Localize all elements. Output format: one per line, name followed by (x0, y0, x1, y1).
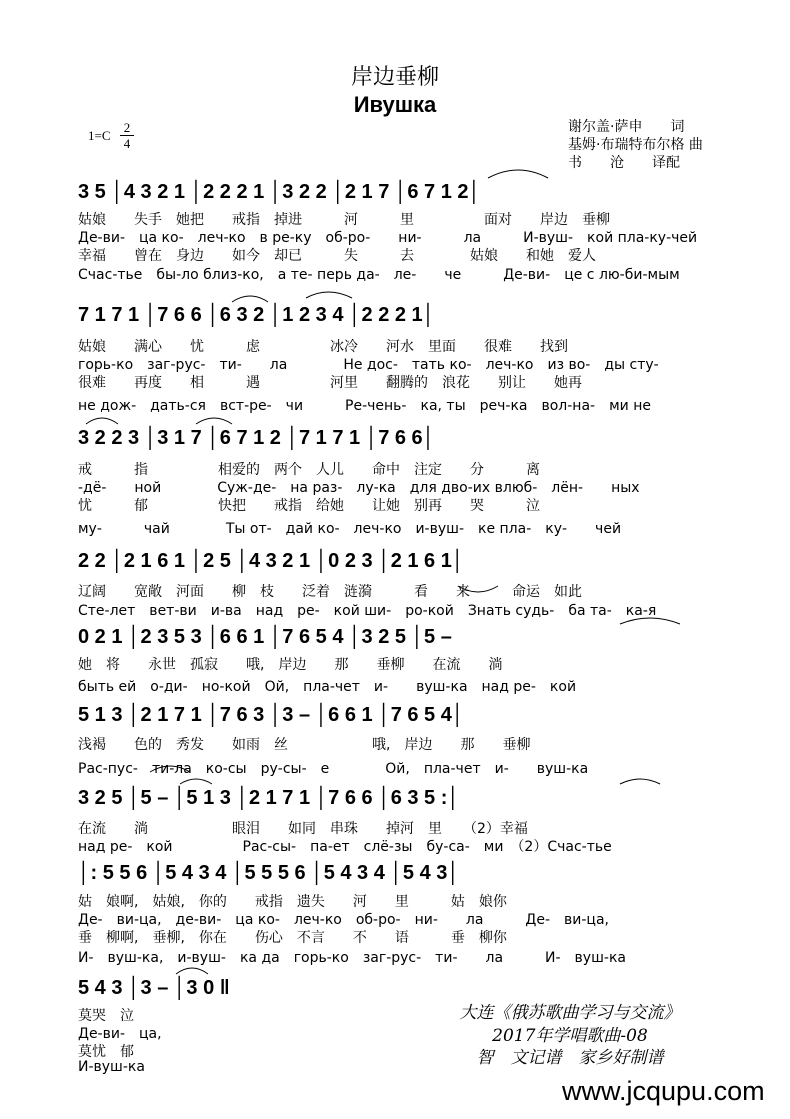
system-9-notes: 5 4 3 │3 – │3 0 ‖ (78, 977, 230, 999)
system-3-lyric-1: 戒 指 相爱的 两个 人儿 命中 注定 分 离 (78, 462, 540, 478)
meter-top: 2 (123, 120, 131, 135)
system-2-lyric-1: 姑娘 满心 忧 虑 冰冷 河水 里面 很难 找到 (78, 339, 568, 355)
footer-year: 2017年学唱歌曲-08 (492, 1026, 648, 1046)
system-8-notes: │: 5 5 6 │5 4 3 4 │5 5 5 6 │5 4 3 4 │5 4 3│ (78, 862, 460, 884)
slur (180, 779, 212, 784)
system-4-lyric-2: Сте-лет вет-ви и-ва над ре- кой ши- ро-кой Знать судь- ба та- ка-я (78, 603, 657, 619)
slur (620, 779, 660, 784)
title-chinese: 岸边垂柳 (350, 65, 439, 90)
credit-translator: 书 沧 译配 (568, 155, 680, 171)
system-9-lyric-1: 莫哭 泣 (78, 1008, 134, 1024)
system-2-notes: 7 1 7 1 │7 6 6 │6 3 2 │1 2 3 4 │2 2 2 1│ (78, 304, 436, 326)
credit-composer: 基姆·布瑞特布尔格 曲 (568, 137, 703, 153)
system-9-lyric-2: Де-ви- ца, (78, 1026, 162, 1042)
system-1-lyric-3: 幸福 曾在 身边 如今 却已 失 去 姑娘 和她 爱人 (78, 248, 596, 264)
system-5-lyric-1: 她 将 永世 孤寂 哦, 岸边 那 垂柳 在流 淌 (78, 657, 503, 673)
slur (150, 766, 190, 772)
slur (232, 296, 268, 302)
system-7-lyric-1: 在流 淌 眼泪 如同 串珠 掉河 里 （2）幸福 (78, 821, 528, 837)
system-5-notes: 0 2 1 │2 3 5 3 │6 6 1 │7 6 5 4 │3 2 5 │5 – (78, 626, 452, 648)
slur (176, 968, 208, 974)
system-8-lyric-1: 姑 娘啊, 姑娘, 你的 戒指 遗失 河 里 姑 娘你 (78, 894, 507, 910)
meter-bottom: 4 (120, 135, 134, 151)
system-6-lyric-1: 浅褐 色的 秀发 如雨 丝 哦, 岸边 那 垂柳 (78, 737, 531, 753)
system-2-lyric-3: 很难 再度 相 遇 河里 翻腾的 浪花 别让 她再 (78, 375, 582, 391)
credit-lyricist: 谢尔盖·萨申 词 (568, 119, 685, 135)
system-3-lyric-2: -дё- ной Суж-де- на раз- лу-ка для дво-их влюб- лён- ных (78, 480, 640, 496)
slur (458, 586, 498, 592)
system-6-lyric-2: Рас-пус- ти-ла ко-сы ру-сы- е Ой, пла-чет и- вуш-ка (78, 761, 589, 777)
slur (196, 418, 232, 424)
site-watermark: www.jcqupu.com (562, 1076, 765, 1106)
system-2-lyric-4: не дож- дать-ся вст-ре- чи Ре-чень- ка, ты реч-ка вол-на- ми не (78, 398, 651, 414)
slur (620, 618, 680, 624)
footer-source: 大连《俄苏歌曲学习与交流》 (459, 1003, 681, 1023)
system-5-lyric-2: быть ей о-ди- но-кой Ой, пла-чет и- вуш-ка над ре- кой (78, 679, 577, 695)
system-8-lyric-3: 垂 柳啊, 垂柳, 你在 伤心 不言 不 语 垂 柳你 (78, 930, 507, 946)
title-russian: Ивушка (353, 92, 437, 117)
system-7-lyric-2: над ре- кой Рас-сы- па-ет слё-зы бу-са- ми （2）Счас-тье (78, 839, 612, 855)
system-1-notes: 3 5 │4 3 2 1 │2 2 2 1 │3 2 2 │2 1 7 │6 7 1 2│ (78, 181, 482, 203)
slur (86, 418, 118, 424)
slur (488, 170, 548, 178)
system-3-notes: 3 2 2 3 │3 1 7 │6 7 1 2 │7 1 7 1 │7 6 6│ (78, 427, 436, 449)
system-1-lyric-4: Счас-тье бы-ло близ-ко, а те- перь да- ле- че Де-ви- це с лю-би-мым (78, 267, 680, 283)
system-1-lyric-2: Де-ви- ца ко- леч-ко в ре-ку об-ро- ни- ла И-вуш- кой пла-ку-чей (78, 230, 698, 246)
system-8-lyric-2: Де- ви-ца, де-ви- ца ко- леч-ко об-ро- ни- ла Де- ви-ца, (78, 912, 609, 928)
system-3-lyric-3: 忧 郁 快把 戒指 给她 让她 别再 哭 泣 (78, 498, 540, 514)
footer-credits: 智 文记谱 家乡好制谱 (476, 1048, 664, 1068)
system-9-lyric-3: 莫忧 郁 (78, 1044, 134, 1060)
system-6-notes: 5 1 3 │2 1 7 1 │7 6 3 │3 – │6 6 1 │7 6 5 4│ (78, 704, 465, 726)
slur (306, 292, 352, 298)
system-1-lyric-1: 姑娘 失手 她把 戒指 掉进 河 里 面对 岸边 垂柳 (78, 212, 610, 228)
system-7-notes: 3 2 5 │5 – │5 1 3 │2 1 7 1 │7 6 6 │6 3 5 :│ (78, 787, 460, 809)
system-4-lyric-1: 辽阔 宽敞 河面 柳 枝 泛着 涟漪 看 来 命运 如此 (78, 584, 582, 600)
system-8-lyric-4: И- вуш-ка, и-вуш- ка да горь-ко заг-рус- ти- ла И- вуш-ка (78, 950, 626, 966)
system-4-notes: 2 2 │2 1 6 1 │2 5 │4 3 2 1 │0 2 3 │2 1 6 1│ (78, 550, 465, 572)
system-3-lyric-4: му- чай Ты от- дай ко- леч-ко и-вуш- ке пла- ку- чей (78, 521, 622, 537)
system-9-lyric-4: И-вуш-ка (78, 1059, 145, 1075)
system-2-lyric-2: горь-ко заг-рус- ти- ла Не дос- тать ко- леч-ко из во- ды сту- (78, 357, 659, 373)
key-signature: 1=C (88, 128, 111, 143)
